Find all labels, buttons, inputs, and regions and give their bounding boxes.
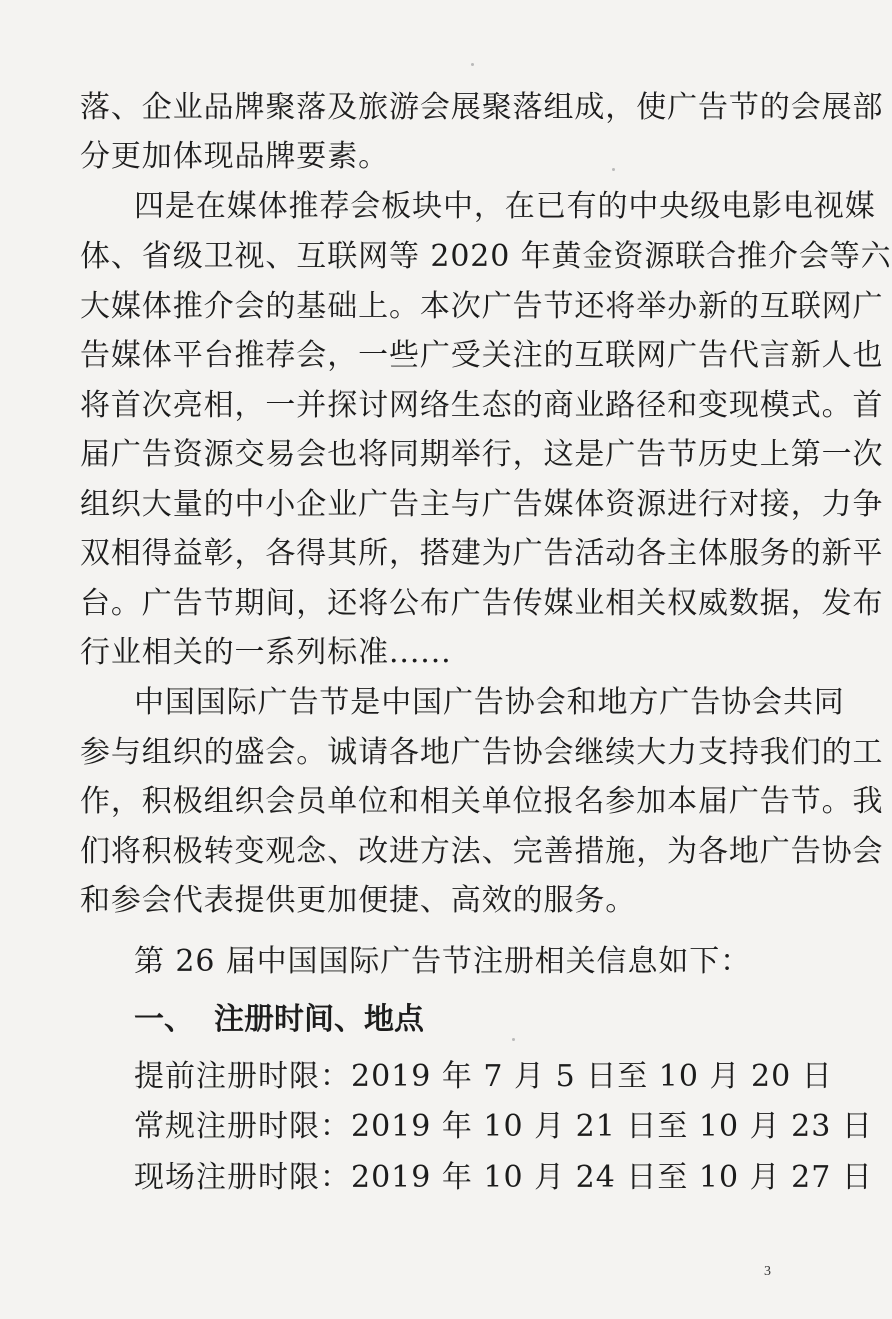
paragraph-2-line-4: 告媒体平台推荐会，一些广受关注的互联网广告代言新人也 — [80, 338, 884, 373]
paragraph-2-line-8: 双相得益彰，各得其所，搭建为广告活动各主体服务的新平 — [80, 536, 884, 571]
paragraph-2-line-6: 届广告资源交易会也将同期举行，这是广告节历史上第一次 — [80, 437, 884, 472]
section-number: 一、 — [134, 1002, 194, 1037]
paragraph-2-line-7: 组织大量的中小企业广告主与广告媒体资源进行对接，力争 — [80, 487, 884, 522]
scan-speck — [612, 168, 615, 171]
scan-speck — [512, 1038, 515, 1041]
paragraph-3-line-3: 作，积极组织会员单位和相关单位报名参加本届广告节。我 — [80, 784, 884, 819]
paragraph-2-line-3: 大媒体推介会的基础上。本次广告节还将举办新的互联网广 — [80, 289, 884, 324]
paragraph-3-line-2: 参与组织的盛会。诚请各地广告协会继续大力支持我们的工 — [80, 735, 884, 770]
paragraph-1-line-1: 落、企业品牌聚落及旅游会展聚落组成，使广告节的会展部 — [80, 90, 884, 125]
paragraph-2-line-9: 台。广告节期间，还将公布广告传媒业相关权威数据，发布 — [80, 586, 884, 621]
paragraph-3-line-4: 们将积极转变观念、改进方法、完善措施，为各地广告协会 — [80, 834, 884, 869]
paragraph-1-line-2: 分更加体现品牌要素。 — [80, 139, 389, 174]
early-registration-period: 提前注册时限：2019 年 7 月 5 日至 10 月 20 日 — [134, 1059, 833, 1094]
section-heading — [134, 1000, 424, 1040]
section-title: 注册时间、地点 — [214, 1002, 424, 1037]
paragraph-3-line-5: 和参会代表提供更加便捷、高效的服务。 — [80, 883, 637, 918]
paragraph-2-line-2: 体、省级卫视、互联网等 2020 年黄金资源联合推介会等六 — [80, 239, 892, 274]
paragraph-2-line-10: 行业相关的一系列标准...... — [80, 635, 452, 670]
paragraph-3-line-1: 中国国际广告节是中国广告协会和地方广告协会共同 — [134, 685, 845, 720]
paragraph-2-line-5: 将首次亮相，一并探讨网络生态的商业路径和变现模式。首 — [80, 388, 884, 423]
scan-speck — [471, 63, 474, 66]
onsite-registration-period: 现场注册时限：2019 年 10 月 24 日至 10 月 27 日 — [134, 1160, 873, 1195]
regular-registration-period: 常规注册时限：2019 年 10 月 21 日至 10 月 23 日 — [134, 1109, 873, 1144]
paragraph-2-line-1: 四是在媒体推荐会板块中，在已有的中央级电影电视媒 — [134, 189, 876, 224]
registration-intro: 第 26 届中国国际广告节注册相关信息如下： — [134, 944, 752, 979]
page-number: 3 — [764, 1264, 771, 1279]
